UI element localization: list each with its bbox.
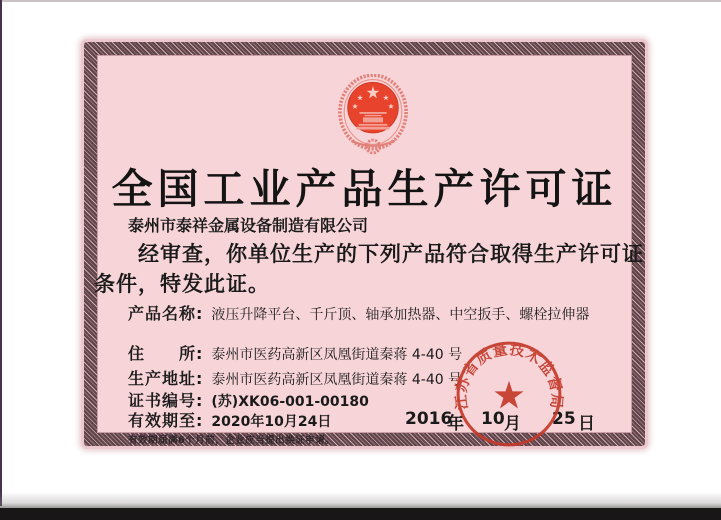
field-product-name	[128, 301, 589, 324]
field-certificate-number-value: (苏)XK06-001-00180	[211, 394, 369, 410]
field-production-address	[128, 366, 462, 389]
issue-date-month: 10	[481, 409, 505, 429]
seal-text: 江苏省质量技术监督局	[453, 340, 565, 411]
statement-line2: 条件，特发此证。	[94, 272, 270, 296]
field-residence	[128, 341, 462, 364]
national-emblem-icon	[337, 74, 409, 160]
issue-date-day-unit: 日	[578, 414, 595, 434]
field-expiry-date-value: 2020年10月24日	[211, 414, 332, 430]
field-certificate-number-label: 证书编号:	[128, 391, 204, 410]
field-production-address-value: 泰州市医药高新区凤凰街道秦蒋 4-40 号	[211, 372, 463, 388]
certificate-title: 全国工业产品生产许可证	[111, 165, 618, 213]
renewal-footnote: 有效期届满6个月前，企业应当提出换证申请。	[128, 435, 336, 446]
seal-star-icon	[494, 381, 523, 409]
official-seal	[453, 338, 565, 450]
certificate	[84, 42, 645, 446]
scan-top-edge	[0, 0, 721, 2]
field-expiry-date	[128, 408, 331, 431]
scan-bottom-edge	[0, 508, 721, 520]
issue-date-year-unit: 年	[447, 414, 464, 434]
certificate-paper	[94, 55, 644, 446]
field-product-name-label: 产品名称:	[128, 304, 204, 323]
issue-date-year: 2016	[405, 409, 453, 429]
field-residence-value: 泰州市医药高新区凤凰街道秦蒋 4-40 号	[211, 347, 463, 363]
field-production-address-label: 生产地址:	[128, 369, 204, 388]
scan-bottom-smudge	[0, 492, 721, 508]
field-residence-label: 住 所:	[128, 344, 204, 363]
issue-date-month-unit: 月	[504, 414, 521, 434]
issue-date-day: 25	[552, 409, 576, 429]
statement-line1: 经审查，你单位生产的下列产品符合取得生产许可证	[138, 242, 644, 266]
company-name: 泰州市泰祥金属设备制造有限公司	[128, 216, 369, 235]
field-expiry-date-label: 有效期至:	[128, 411, 204, 430]
field-product-name-value: 液压升降平台、千斤顶、轴承加热器、中空扳手、螺栓拉伸器	[211, 307, 590, 323]
scan-left-edge	[0, 0, 2, 506]
